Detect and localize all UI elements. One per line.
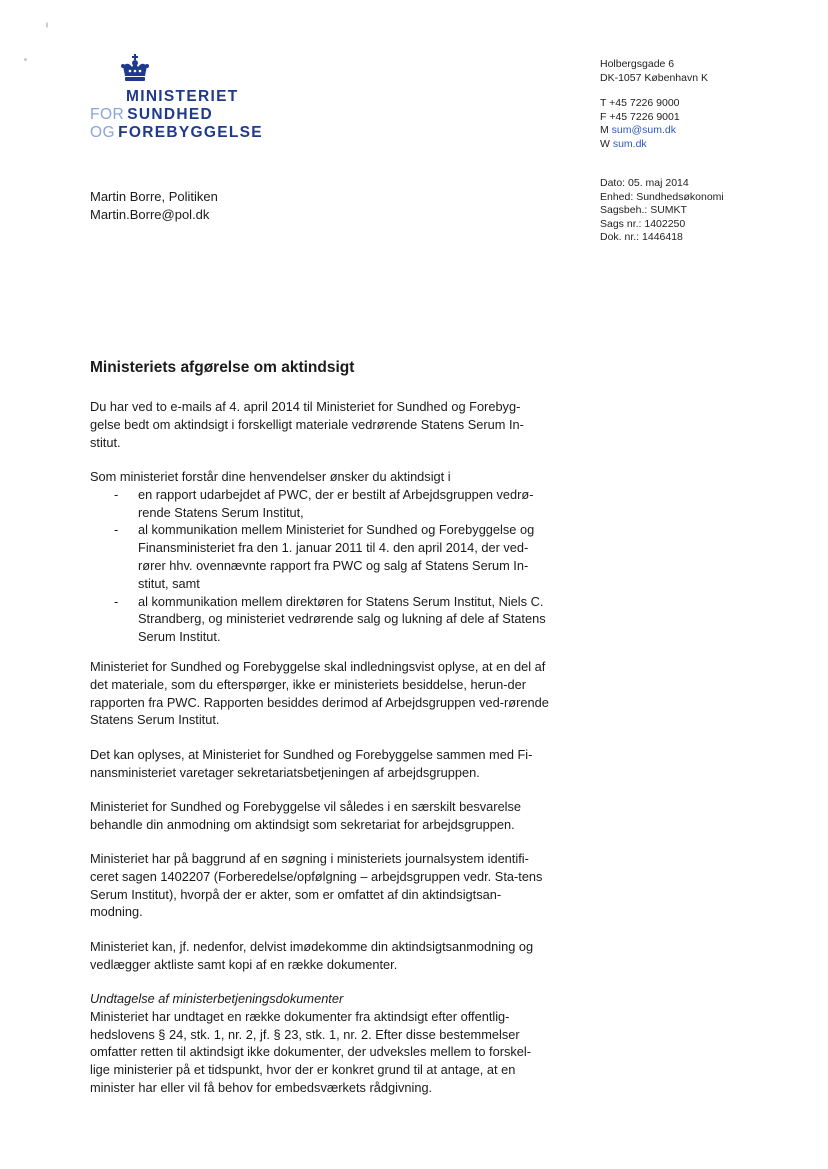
section-subheading: Undtagelse af ministerbetjeningsdokumenter	[90, 991, 344, 1006]
logo-line-2	[90, 106, 213, 123]
list-item: - en rapport udarbejdet af PWC, der er bestilt af Arbejdsgruppen vedrø-rende Statens Serum Institut,	[114, 486, 534, 520]
logo-word-forebyggelse: FOREBYGGELSE	[118, 124, 263, 141]
paragraph-3-text: Ministeriet for Sundhed og Forebyggelse skal indledningsvist oplyse, at en del af det materiale, som du efterspørger, ikke er ministeriets besiddelse, herun-der rapporten fra PWC. Rapporten besiddes derimod af Arbejdsgruppen ved-rørende Statens Serum Institut.	[90, 659, 549, 728]
paragraph-2	[90, 468, 550, 646]
paragraph-1-text: Du har ved to e-mails af 4. april 2014 til Ministeriet for Sundhed og Forebyg-gelse bedt om aktindsigt i forskelligt materiale vedrørende Statens Serum In-stitut.	[90, 399, 524, 450]
paragraph-8-text: Ministeriet har undtaget en række dokumenter fra aktindsigt efter offentlig-hedslovens § 24, stk. 1, nr. 2, jf. § 23, stk. 1, nr. 2. Efter disse bestemmelser omfatter retten til aktindsigt ikke dokumenter, der udveksles mellem to forskel-lige ministerier på et tidspunkt, hvor der er konkret grund til at antage, at en minister har eller vil få behov for embedsværkets rådgivning.	[90, 1008, 531, 1095]
address-street: Holbergsgade 6	[600, 58, 675, 70]
logo-word-for: FOR	[90, 106, 125, 123]
contact-mail-row	[600, 124, 680, 138]
paragraph-6-text: Ministeriet har på baggrund af en søgning i ministeriets journalsystem identifi-ceret sagen 1402207 (Forberedelse/opfølgning – arbejdsgruppen vedr. Sta-tens Serum Institut), hvorpå der er akter, som er omfattet af din aktindsigtsan-modning.	[90, 851, 543, 920]
list-item: - al kommunikation mellem direktøren for Statens Serum Institut, Niels C. Strandberg, og ministeriet vedrørende salg og lukning af dele af Statens Serum Institut.	[114, 593, 546, 645]
scan-speck	[46, 22, 48, 28]
paragraph-7-text: Ministeriet kan, jf. nedenfor, delvist imødekomme din aktindsigtsanmodning og vedlægger aktliste samt kopi af en række dokumenter.	[90, 939, 534, 972]
paragraph-5-text: Ministeriet for Sundhed og Forebyggelse vil således i en særskilt besvarelse behandle din anmodning om aktindsigt som sekretariat for arbejdsgruppen.	[90, 799, 522, 832]
paragraph-3	[90, 658, 550, 729]
paragraph-2-intro: Som ministeriet forstår dine henvendelser ønsker du aktindsigt i	[90, 469, 451, 484]
paragraph-7	[90, 938, 550, 974]
recipient-block	[90, 188, 218, 224]
contact-web-row	[600, 138, 680, 152]
contact-web-link[interactable]: sum.dk	[612, 137, 647, 150]
logo-word-og: OG	[90, 124, 116, 141]
paragraph-4-text: Det kan oplyses, at Ministeriet for Sundhed og Forebyggelse sammen med Fi-nansministeriet varetager sekretariatsbetjeningen af arbejdsgruppen.	[90, 747, 533, 780]
meta-case-number: Sags nr.: 1402250	[600, 217, 686, 230]
contact-phone: T +45 7226 9000	[600, 97, 680, 109]
web-label: W	[600, 137, 610, 150]
mail-label: M	[600, 124, 609, 136]
section-exception	[90, 990, 550, 1097]
paragraph-5	[90, 798, 550, 834]
crown-icon	[120, 54, 150, 84]
logo-line-1: MINISTERIET	[126, 88, 239, 105]
scan-speck	[24, 58, 27, 61]
logo-word-sundhed: SUNDHED	[127, 106, 213, 123]
case-meta-block	[600, 177, 724, 245]
address-block	[600, 58, 708, 85]
paragraph-1	[90, 398, 550, 451]
contact-mail-link[interactable]: sum@sum.dk	[611, 124, 677, 136]
recipient-email: Martin.Borre@pol.dk	[90, 207, 210, 222]
contact-block	[600, 97, 680, 151]
meta-date: Dato: 05. maj 2014	[600, 177, 689, 189]
meta-handler: Sagsbeh.: SUMKT	[600, 204, 687, 216]
meta-document-number: Dok. nr.: 1446418	[600, 231, 683, 243]
address-city: DK-1057 København K	[600, 71, 708, 84]
list-item-text: al kommunikation mellem Ministeriet for Sundhed og Forebyggelse og Finansministeriet fra den 1. januar 2011 til 4. den april 2014, der ved-rører hhv. ovennævnte rapport fra PWC og salg af Statens Serum In-stitut, samt	[138, 522, 535, 591]
paragraph-4	[90, 746, 550, 782]
letter-heading: Ministeriets afgørelse om aktindsigt	[90, 359, 355, 376]
request-list	[90, 486, 550, 646]
contact-fax: F +45 7226 9001	[600, 110, 680, 123]
list-item-text: al kommunikation mellem direktøren for Statens Serum Institut, Niels C. Strandberg, og ministeriet vedrørende salg og lukning af dele af Statens Serum Institut.	[138, 593, 546, 645]
logo-line-3	[90, 124, 263, 141]
list-item: - al kommunikation mellem Ministeriet for Sundhed og Forebyggelse og Finansministeriet fra den 1. januar 2011 til 4. den april 2014, der ved-rører hhv. ovennævnte rapport fra PWC og salg af Statens Serum In-stitut, samt	[114, 522, 535, 591]
meta-unit: Enhed: Sundhedsøkonomi	[600, 190, 724, 203]
list-item-text: en rapport udarbejdet af PWC, der er bestilt af Arbejdsgruppen vedrø-rende Statens Serum Institut,	[138, 486, 534, 520]
recipient-name: Martin Borre, Politiken	[90, 189, 218, 204]
paragraph-6	[90, 850, 550, 921]
